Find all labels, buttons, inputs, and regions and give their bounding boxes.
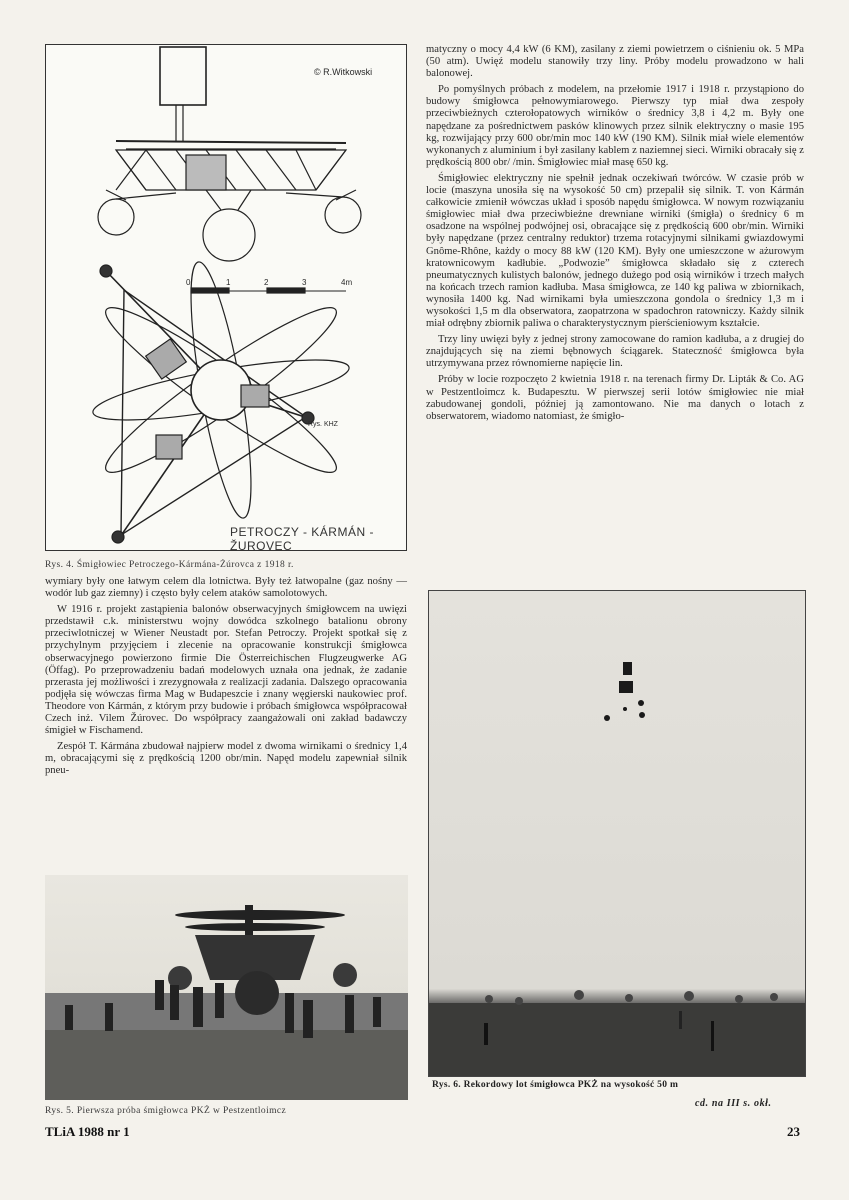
scale-label-3: 3 — [302, 278, 307, 287]
ground-test-photo — [45, 875, 408, 1100]
right-paragraph-4: Trzy liny uwięzi były z jednej strony zamocowane do ramion kadłuba, a z drugiej do znajdujących się na ziemi bębnowych ściągarek. Stateczność śmigłowca była utrzymywana przez równomierne napięcie lin. — [426, 334, 804, 370]
figure-6-photo — [428, 590, 806, 1077]
scale-label-2: 2 — [264, 278, 269, 287]
scale-label-0: 0 — [186, 278, 191, 287]
continuation-note: cd. na III s. okł. — [695, 1098, 772, 1109]
journal-footer: TLiA 1988 nr 1 — [45, 1124, 130, 1139]
right-paragraph-3: Śmigłowiec elektryczny nie spełnił jednak oczekiwań twórców. W czasie prób w locie (maszyna unosiła się na wysokość 50 cm) przepalił się silnik. T. von Kármán całkowicie zmienił wówczas układ i sposób napędu śmigłowca. W nowym rozwiązaniu śmigłowiec miał dwa przeciwbieżne drewniane wirniki (śmigła) o średnicy 6 m osadzone na wspólnej podwójnej osi, obracające się z prędkością 600 obr/min. Wirniki były napędzane (przez centralny reduktor) trzema rotacyjnymi silnikami gwiazdowymi Gnôme-Rhône, każdy o mocy 88 kW (120 KM). Były one umieszczone w ażurowym kratownicowym kadłubie. „Podwozie” śmigłowca składało się z czterech pneumatycznych kulistych balonów, jednego dużego pod osią wirników i trzech małych na końcach trzech ramion kadłuba. Masa śmigłowca, ze 140 kg paliwa w zbiornikach, wynosiła 1400 kg. Nad wirnikami była umieszczona gondola o średnicy 1,3 m i wysokości 1,5 m dla obserwatora, zaopatrzona w spadochron ratowniczy. Każdy silnik miał odrębny zbiornik paliwa o charakterystycznym pierścieniowym kształcie. — [426, 172, 804, 330]
scale-label-1: 1 — [226, 278, 231, 287]
left-paragraph-3: Zespół T. Kármána zbudował najpierw model z dwoma wirnikami o średnicy 1,4 m, obracającymi się z prędkością 1200 obr/min. Napęd modelu zapewniał silnik pneu- — [45, 741, 407, 777]
figure-4-drawing — [45, 44, 407, 551]
record-flight-photo — [429, 591, 805, 1076]
right-paragraph-2: Po pomyślnych próbach z modelem, na przełomie 1917 i 1918 r. przystąpiono do budowy śmigłowca pełnowymiarowego. Pierwszy typ miał dwa zespoły przeciwbieżnych czterołopatowych wirników o średnicy 3,8 i 4,2 m. Były one napędzane za pośrednictwem pasków klinowych przez silnik elektryczny o masie 195 kg, rozwijający przy 600 obr/min moc 140 kW (190 KM). Silnik miał wiele elementów wykonanych z aluminium i był zasilany kablem z naziemnej sieci. Wirniki obracały się z prędkością 800 obr/ /min. Śmigłowiec miał masę 650 kg. — [426, 84, 804, 168]
right-paragraph-5: Próby w locie rozpoczęto 2 kwietnia 1918 r. na terenach firmy Dr. Lipták & Co. AG w Pestzentloimcz k. Budapesztu. W pierwszej serii lotów śmigłowiec nie miał zabudowanej gondoli, później ją zamontowano. Nie ma danych o lotach z obserwatorem, wiadomo natomiast, że śmigło- — [426, 374, 804, 422]
copyright-label: © R.Witkowski — [314, 67, 373, 77]
right-paragraph-1: matyczny o mocy 4,4 kW (6 KM), zasilany z ziemi powietrzem o ciśnieniu ok. 5 MPa (50 atm). Uwięź modelu stanowiły trzy liny. Próby modelu prowadzono w hali balonowej. — [426, 44, 804, 80]
figure-5-photo — [45, 875, 408, 1100]
scale-label-4: 4m — [341, 278, 353, 287]
page-number: 23 — [787, 1124, 800, 1139]
right-text-column — [426, 44, 804, 427]
left-paragraph-1: wymiary były one łatwym celem dla lotnictwa. Były też łatwopalne (gaz nośny — wodór lub gaz ziemny) i często były celem ataków samolotowych. — [45, 576, 407, 600]
left-paragraph-2: W 1916 r. projekt zastąpienia balonów obserwacyjnych śmigłowcem na uwięzi przedstawił c.k. ministerstwu wojny dowódca szkolnego batalionu obrony przeciwlotniczej w Wiener Neustadt por. Stefan Petroczy. Projekt spotkał się z przychylnym przyjęciem i zlecenie na opracowanie konstrukcji śmigłowca obserwacyjnego powierzono firmie Die Österreichischen Flugzeugwerke AG (Öffag). Po przeprowadzeniu badań modelowych uznała ona jednak, że zadanie przerasta jej możliwości i zrezygnowała z realizacji zadania. Dalszego opracowania podjęła się wówczas firma Mag w Budapeszcie i znany węgierski naukowiec prof. Theodore von Kármán, z którym przy budowie i próbach śmigłowca współpracował Czech inż. Vilem Žúrovec. Do współpracy zaangażowali oni zakład badawczy śmigieł w Fischamend. — [45, 604, 407, 737]
drawing-title-label: PETROCZY - KÁRMÁN - ŽUROVEC — [230, 525, 374, 553]
left-text-column — [45, 576, 407, 782]
gondola-box — [160, 47, 206, 105]
figure-6-caption: Rys. 6. Rekordowy lot śmigłowca PKŻ na wysokość 50 m — [432, 1080, 679, 1090]
helicopter-drawing — [46, 45, 406, 550]
drawing-signature: Rys. KHZ — [308, 421, 338, 428]
figure-4-caption: Rys. 4. Śmigłowiec Petroczego-Kármána-Żúrovca z 1918 r. — [45, 560, 294, 570]
figure-5-caption: Rys. 5. Pierwsza próba śmigłowca PKŻ w Pestzentloimcz — [45, 1106, 287, 1116]
